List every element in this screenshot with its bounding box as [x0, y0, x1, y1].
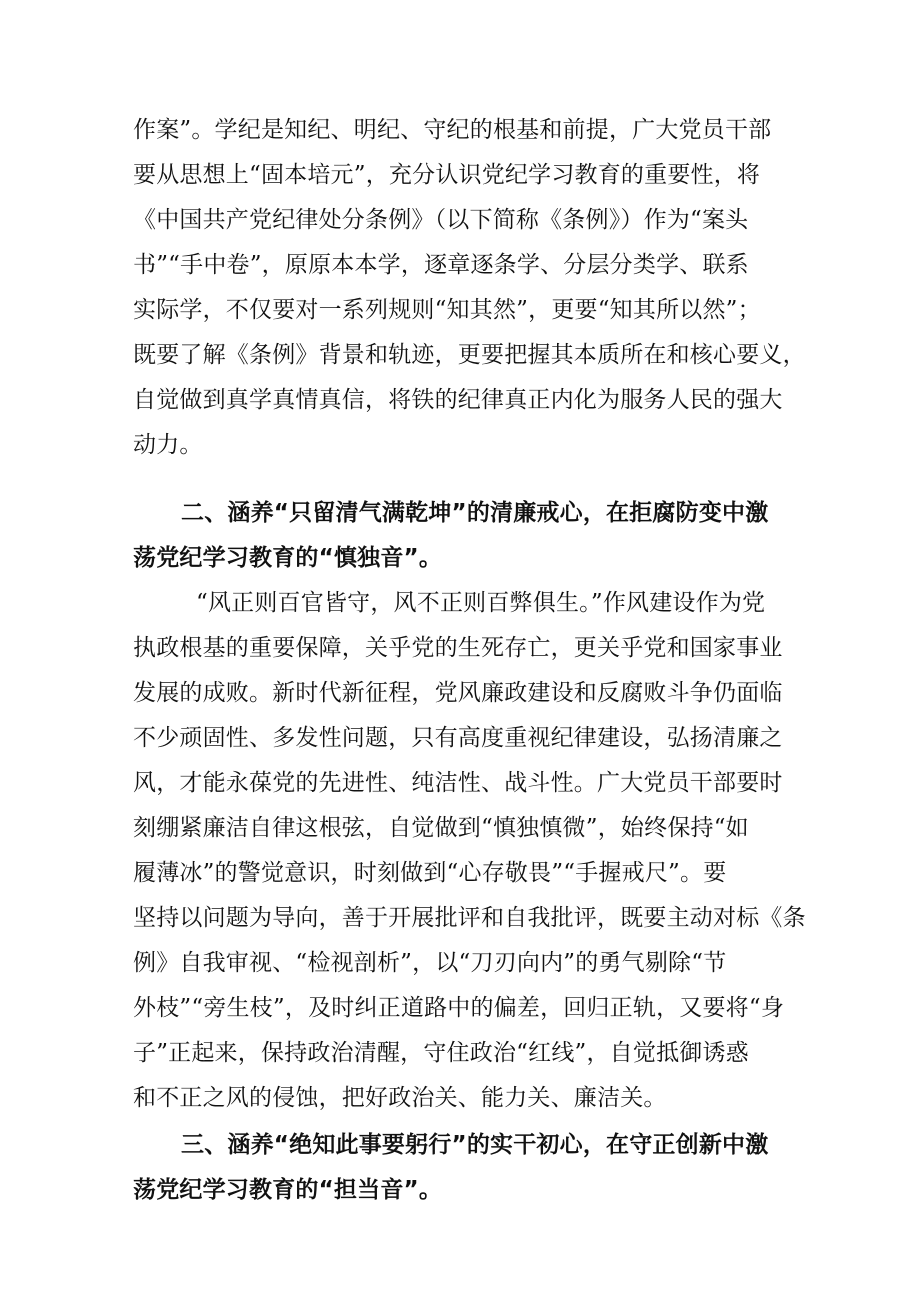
section-2-heading-line-1: 二、涵养“只留清气满乾坤”的清廉戒心，在拒腐防变中激 — [181, 500, 769, 526]
paragraph-2-line-10: 外枝”“旁生枝”，及时纠正道路中的偏差，回归正轨，又要将“身 — [133, 995, 785, 1021]
section-3-heading-line-1: 三、涵养“绝知此事要躬行”的实干初心，在守正创新中激 — [181, 1132, 769, 1158]
paragraph-2-line-8: 坚持以问题为导向，善于开展批评和自我批评，既要主动对标《条 — [133, 905, 806, 931]
paragraph-1-line-1: 作案”。学纪是知纪、明纪、守纪的根基和前提，广大党员干部 — [133, 117, 772, 143]
paragraph-2-line-11: 子”正起来，保持政治清醒，守住政治“红线”，自觉抵御诱惑 — [133, 1040, 749, 1066]
paragraph-2-line-12: 和不正之风的侵蚀，把好政治关、能力关、廉洁关。 — [133, 1085, 667, 1111]
paragraph-1-line-4: 书”“手中卷”，原原本本学，逐章逐条学、分层分类学、联系 — [133, 252, 749, 278]
paragraph-1-line-8: 动力。 — [133, 432, 203, 458]
paragraph-2-line-5: 风，才能永葆党的先进性、纯洁性、战斗性。广大党员干部要时 — [133, 770, 783, 796]
paragraph-2-line-4: 不少顽固性、多发性问题，只有高度重视纪律建设，弘扬清廉之 — [133, 725, 783, 751]
paragraph-2-line-2: 执政根基的重要保障，关乎党的生死存亡，更关乎党和国家事业 — [133, 635, 783, 661]
paragraph-2-line-9: 例》自我审视、“检视剖析”，以“刀刃向内”的勇气剔除“节 — [133, 950, 727, 976]
paragraph-1-line-3: 《中国共产党纪律处分条例》（以下简称《条例》）作为“案头 — [133, 207, 749, 233]
paragraph-2-line-3: 发展的成败。新时代新征程，党风廉政建设和反腐败斗争仍面临 — [133, 680, 783, 706]
paragraph-2-line-7: 履薄冰”的警觉意识，时刻做到“心存敬畏”“手握戒尺”。要 — [133, 860, 727, 886]
paragraph-1-line-7: 自觉做到真学真情真信，将铁的纪律真正内化为服务人民的强大 — [133, 387, 783, 413]
section-3-heading-line-2: 荡党纪学习教育的“担当音”。 — [133, 1177, 443, 1203]
paragraph-1-line-5: 实际学，不仅要对一系列规则“知其然”，更要“知其所以然”； — [133, 297, 761, 323]
paragraph-1-line-2: 要从思想上“固本培元”，充分认识党纪学习教育的重要性，将 — [133, 162, 761, 188]
section-2-heading-line-2: 荡党纪学习教育的“慎独音”。 — [133, 545, 443, 571]
paragraph-1-line-6: 既要了解《条例》背景和轨迹，更要把握其本质所在和核心要义， — [133, 342, 806, 368]
paragraph-2-line-6: 刻绷紧廉洁自律这根弦，自觉做到“慎独慎微”，始终保持“如 — [133, 815, 749, 841]
paragraph-2-line-1: “风正则百官皆守，风不正则百弊俱生。”作风建设作为党 — [196, 590, 766, 616]
